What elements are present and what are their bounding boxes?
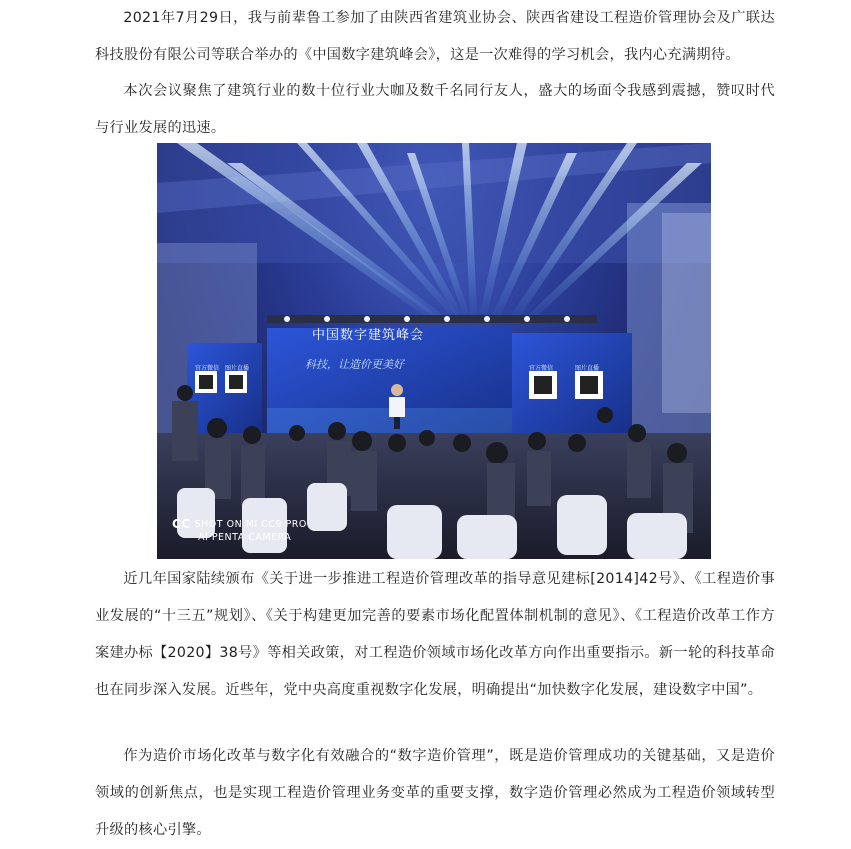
- screen-title: 中国数字建筑峰会: [312, 328, 425, 343]
- cc-logo: CC: [172, 517, 191, 531]
- qr-label-left-2: 图片直播: [225, 365, 250, 372]
- screen-slogan: 科技，让造价更美好: [305, 358, 404, 371]
- watermark-line-1: SHOT ON MI CC9 PRO: [194, 519, 307, 530]
- qr-label-left-1: 官方微信: [195, 365, 220, 372]
- watermark-line-2: AI PENTA CAMERA: [198, 532, 292, 543]
- camera-watermark: [172, 518, 307, 544]
- qr-label-right-1: 官方微信: [529, 365, 554, 372]
- paragraph-3: 近几年国家陆续颁布《关于进一步推进工程造价管理改革的指导意见建标[2014]42号》、《工程造价事业发展的“十三五”规划》、《关于构建更加完善的要素市场化配置体制机制的意见》、《工程造价改革工作方案建办标【2020】38号》等相关政策，对工程造价领域市场化改革方向作出重要指示。新一轮的科技革命也在同步深入发展。近些年，党中央高度重视数字化发展，明确提出“加快数字化发展，建设数字中国”。: [95, 571, 775, 698]
- paragraph-4: 作为造价市场化改革与数字化有效融合的“数字造价管理”，既是造价管理成功的关键基础，又是造价领域的创新焦点，也是实现工程造价管理业务变革的重要支撑，数字造价管理必然成为工程造价领域转型升级的核心引擎。: [95, 748, 775, 838]
- lighting-truss: [267, 315, 597, 323]
- qr-label-right-2: 图片直播: [575, 365, 600, 372]
- conference-photo: [157, 143, 711, 559]
- paragraph-2: 本次会议聚焦了建筑行业的数十位行业大咖及数千名同行友人，盛大的场面令我感到震撼，赞叹时代与行业发展的迅速。: [95, 83, 775, 136]
- paragraph-1: 2021年7月29日，我与前辈鲁工参加了由陕西省建筑业协会、陕西省建设工程造价管理协会及广联达科技股份有限公司等联合举办的《中国数字建筑峰会》，这是一次难得的学习机会，我内心充满期待。: [95, 10, 775, 63]
- right-panel: [662, 213, 711, 413]
- conference-scene: [157, 143, 711, 559]
